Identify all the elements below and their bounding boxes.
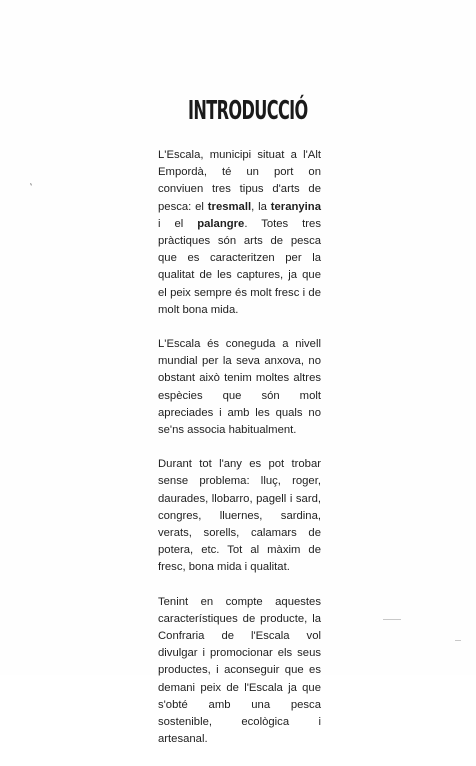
paragraph-1-bold-palangre: palangre [197,217,245,230]
paragraph-1-bold-tresmall: tresmall [207,200,252,213]
paragraph-1-text-c: i el [158,217,198,230]
paragraph-4: Tenint en compte aquestes característiques de producte, la Confraria de l'Escala vol divulgar i promocionar els seus productes, i aconseguir que es demani peix de l'Escala ja que s'obté amb una pesca sostenible, ecològica i artesanal. [158,595,321,746]
body-text [158,147,321,766]
paragraph-2: L'Escala és coneguda a nivell mundial per la seva anxova, no obstant això tenim moltes altres espècies que són molt apreciades i amb les quals no se'ns associa habitualment. [158,338,321,437]
paragraph-1 [158,147,321,319]
scan-mark-2 [383,619,401,620]
paragraph-3: Durant tot l'any es pot trobar sense problema: lluç, roger, daurades, llobarro, pagell i sard, congres, lluernes, sardina, verats, sorells, calamars de potera, etc. Tot al màxim de fresc, bona mida i qualitat. [158,458,321,574]
paragraph-1-bold-teranyina: teranyina [270,200,321,213]
margin-mark: ’ [29,181,36,194]
paragraph-1-text-a: L'Escala, municipi situat a l'Alt Empordà, té un port on conviuen tres tipus d'arts de pesca: el [158,149,321,213]
scan-mark-1 [455,640,461,641]
paragraph-1-text-d: . Totes tres pràctiques són arts de pesca que es caracteritzen per la qualitat de les captures, ja que el peix sempre és molt fresc i de molt bona mida. [158,217,321,316]
paragraph-1-text-b: , la [251,200,271,213]
page-title: INTRODUCCIÓ [188,96,308,126]
